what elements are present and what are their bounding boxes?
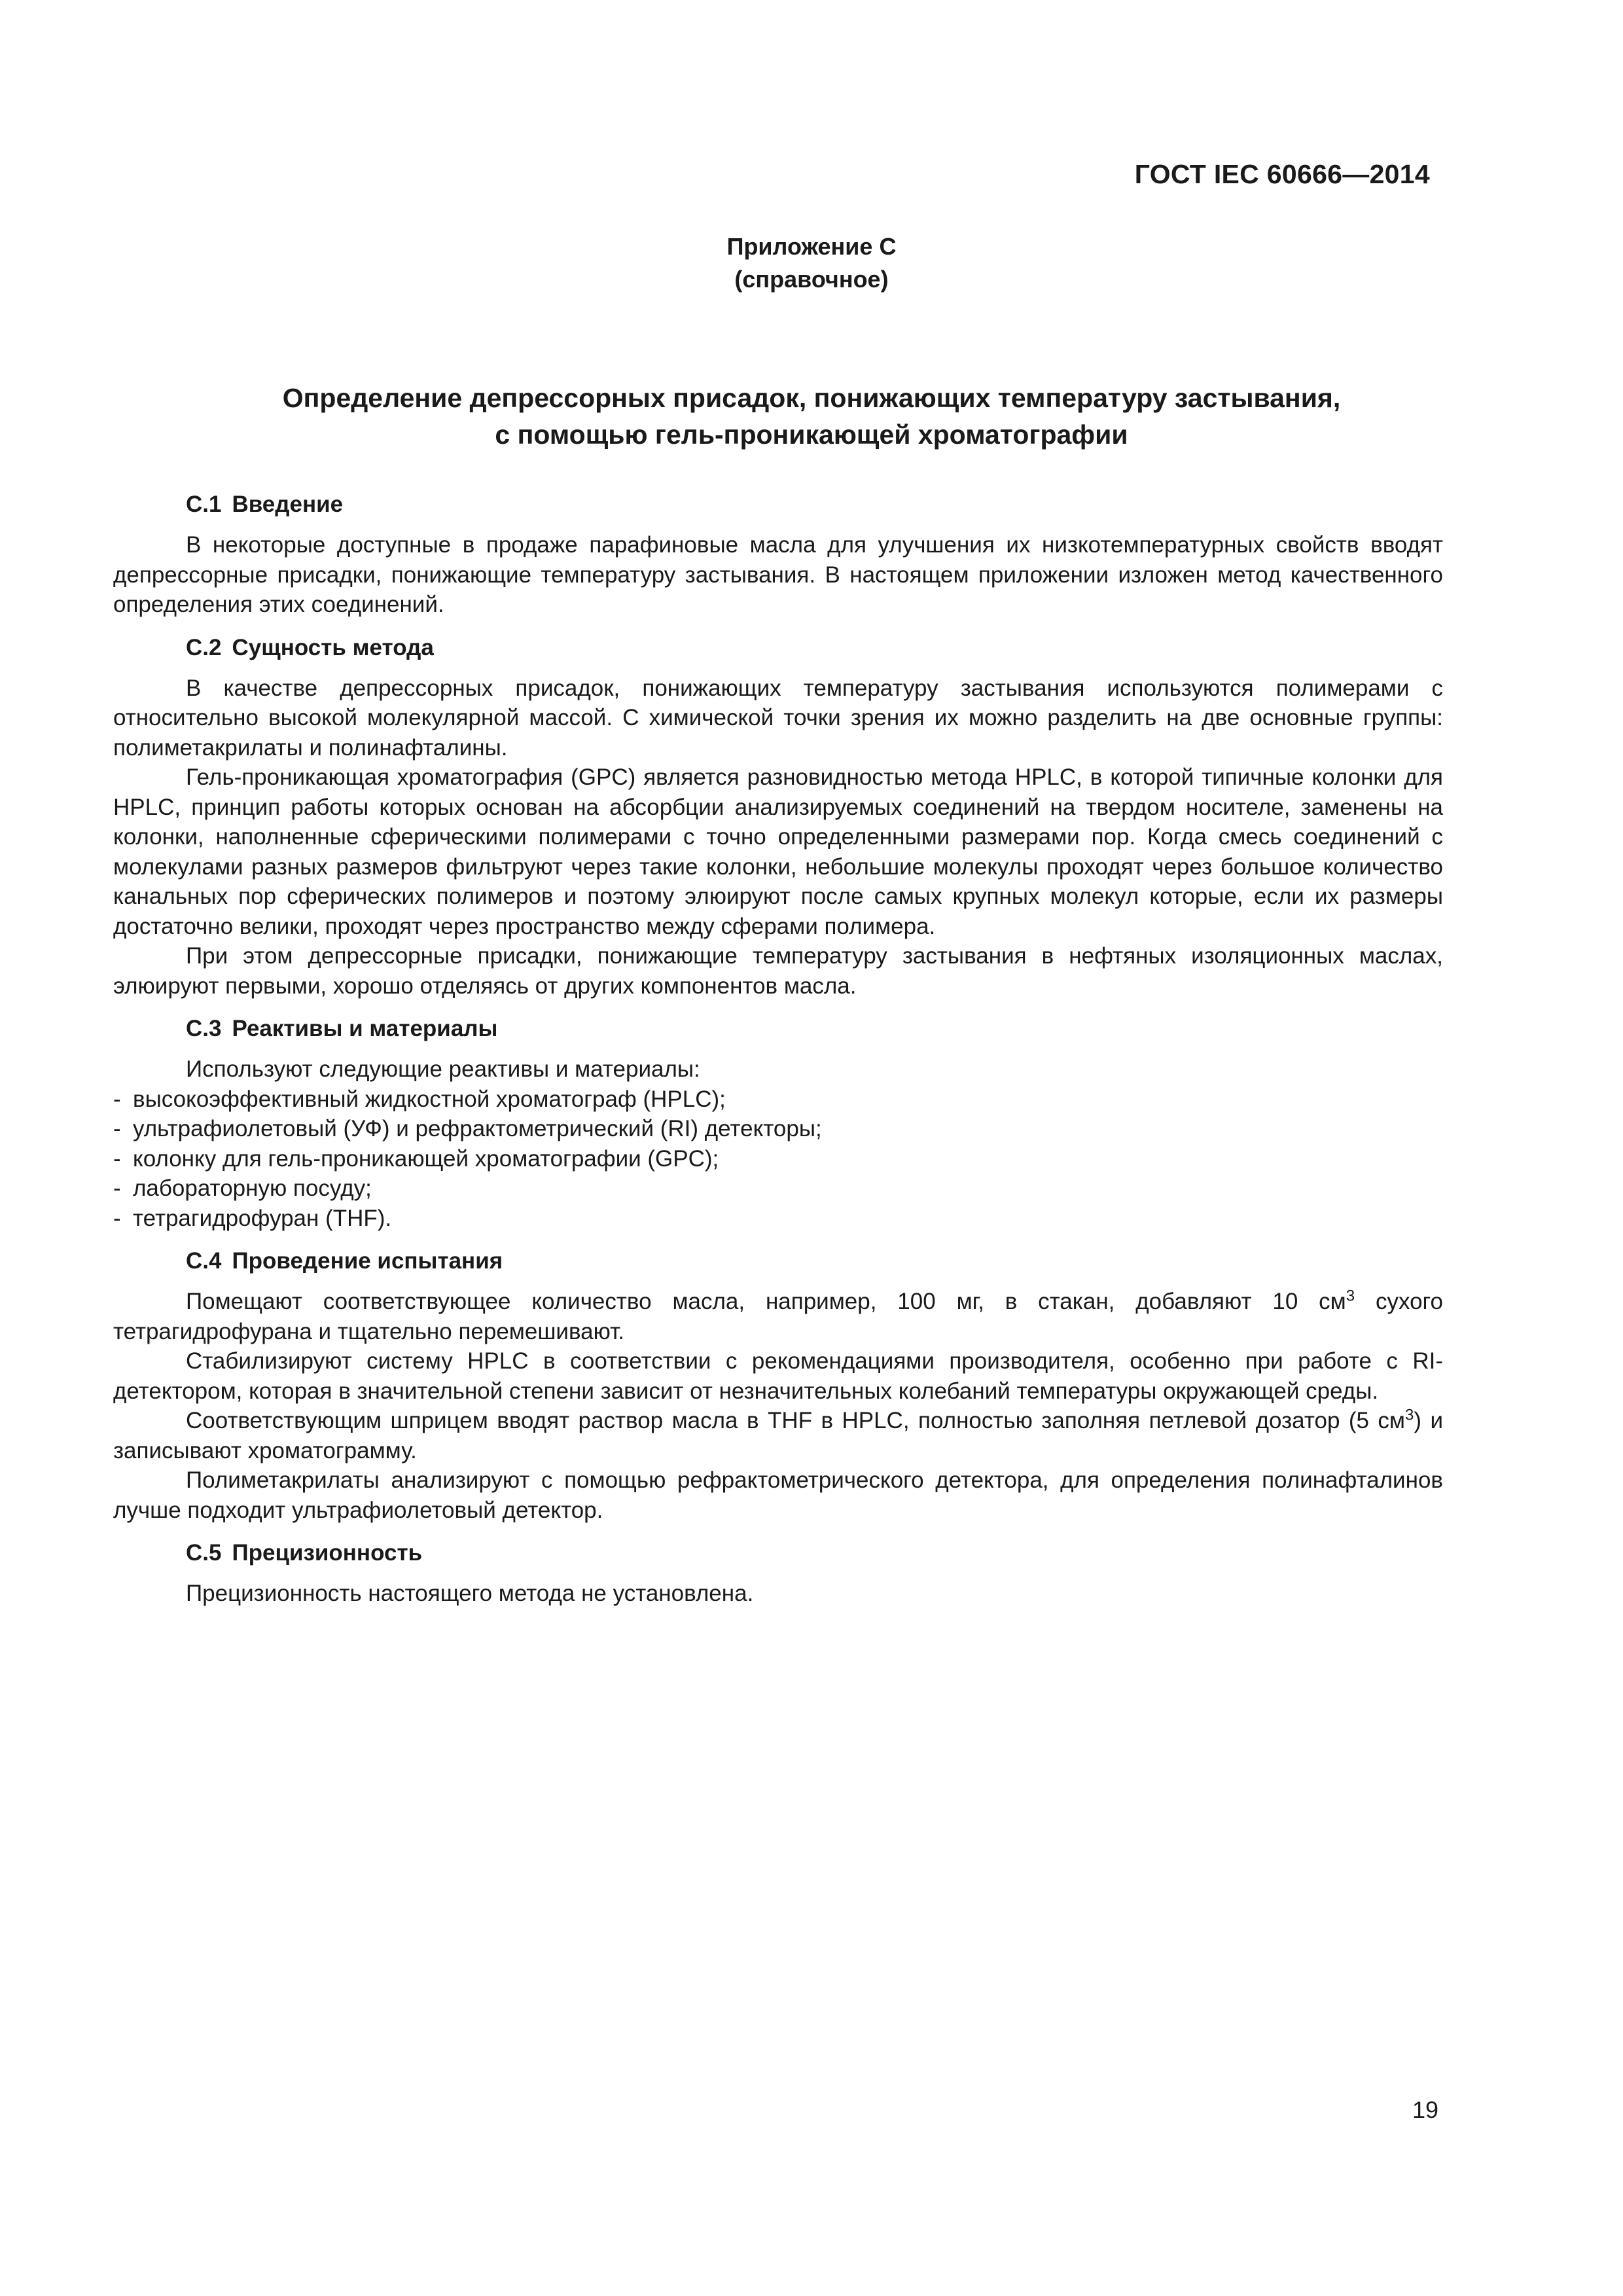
- section-number: С.1: [186, 492, 222, 517]
- list-item: - ультрафиолетовый (УФ) и рефрактометрический (RI) детекторы;: [113, 1116, 822, 1141]
- section-title: Реактивы и материалы: [232, 1016, 498, 1041]
- paragraph: В некоторые доступные в продаже парафиновые масла для улучшения их низкотемпературных свойств вводят депрессорные присадки, понижающие температуру застывания. В настоящем приложении изложен метод качественного определения этих соединений.: [113, 532, 1443, 617]
- paragraph: Помещают соответствующее количество масла, например, 100 мг, в стакан, добавляют 10 $см^3$ сухого тетрагидрофурана и тщательно перемешивают.: [113, 1287, 1443, 1344]
- section-method-essence: [113, 632, 1443, 1001]
- reagents-list: [113, 1085, 1443, 1234]
- list-item: - колонку для гель-проникающей хроматографии (GPC);: [113, 1145, 719, 1172]
- section-heading: [186, 1537, 1443, 1570]
- paragraph: В качестве депрессорных присадок, понижающих температуру застывания используются полимерами с относительно высокой молекулярной массой. С химической точки зрения их можно разделить на две основные группы: полиметакрилаты и полинафталины.: [113, 675, 1443, 761]
- paragraph: Гель-проникающая хроматография (GPC) является разновидностью метода HPLC, в которой типичные колонки для HPLC, принцип работы которых основан на абсорбции анализируемых соединений на твердом носителе, заменены на колонки, наполненные сферическими полимерами с точно определенными размерами пор. Когда смесь соединений с молекулами разных размеров фильтруют через такие колонки, небольшие молекулы проходят через большое количество канальных пор сферических полимеров и поэтому элюируют после самых крупных молекул которые, если их размеры достаточно велики, проходят через пространство между сферами полимера.: [113, 764, 1443, 939]
- section-testing: [113, 1245, 1443, 1525]
- appendix-heading: [0, 230, 1623, 296]
- section-heading: [186, 1245, 1443, 1278]
- paragraph: При этом депрессорные присадки, понижающие температуру застывания в нефтяных изоляционных маслах, элюируют первыми, хорошо отделяясь от других компонентов масла.: [113, 943, 1443, 999]
- section-title: Проведение испытания: [232, 1248, 503, 1274]
- paragraph: Прецизионность настоящего метода не установлена.: [186, 1581, 754, 1606]
- section-heading: [186, 632, 1443, 664]
- section-title: Введение: [232, 492, 344, 517]
- paragraph: Используют следующие реактивы и материалы:: [186, 1056, 700, 1082]
- paragraph: Стабилизируют систему HPLC в соответствии с рекомендациями производителя, особенно при работе с RI-детектором, которая в значительной степени зависит от незначительных колебаний температуры окружающей среды.: [113, 1348, 1443, 1404]
- section-title: Сущность метода: [232, 634, 434, 660]
- document-code: ГОСТ IEC 60666—2014: [1134, 159, 1430, 189]
- section-heading: [186, 488, 1443, 521]
- title-line-1: Определение депрессорных присадок, понижающих температуру застывания,: [282, 383, 1341, 413]
- list-item: - тетрагидрофуран (THF).: [113, 1205, 392, 1231]
- section-title: Прецизионность: [232, 1540, 423, 1566]
- appendix-type: (справочное): [734, 266, 889, 293]
- section-number: С.5: [186, 1540, 222, 1566]
- paragraph: Полиметакрилаты анализируют с помощью рефрактометрического детектора, для определения полинафталинов лучше подходит ультрафиолетовый детектор.: [113, 1467, 1443, 1523]
- section-number: С.3: [186, 1016, 222, 1041]
- appendix-label: Приложение С: [726, 233, 897, 260]
- list-item: - лабораторную посуду;: [113, 1175, 372, 1201]
- section-precision: [113, 1537, 1443, 1609]
- title-line-2: с помощью гель-проникающей хроматографии: [495, 420, 1128, 450]
- list-item: - высокоэффективный жидкостной хроматограф (HPLC);: [113, 1086, 726, 1112]
- document-body: [113, 488, 1443, 1621]
- section-reagents: [113, 1013, 1443, 1233]
- section-heading: [186, 1013, 1443, 1045]
- paragraph: Соответствующим шприцем вводят раствор масла в THF в HPLC, полностью заполняя петлевой дозатор (5 $см^3$) и записывают хроматограмму.: [113, 1406, 1444, 1463]
- document-title: [0, 380, 1623, 453]
- section-number: С.4: [186, 1248, 222, 1274]
- section-number: С.2: [186, 634, 222, 660]
- section-introduction: [113, 488, 1443, 620]
- page-number: 19: [1412, 2096, 1438, 2123]
